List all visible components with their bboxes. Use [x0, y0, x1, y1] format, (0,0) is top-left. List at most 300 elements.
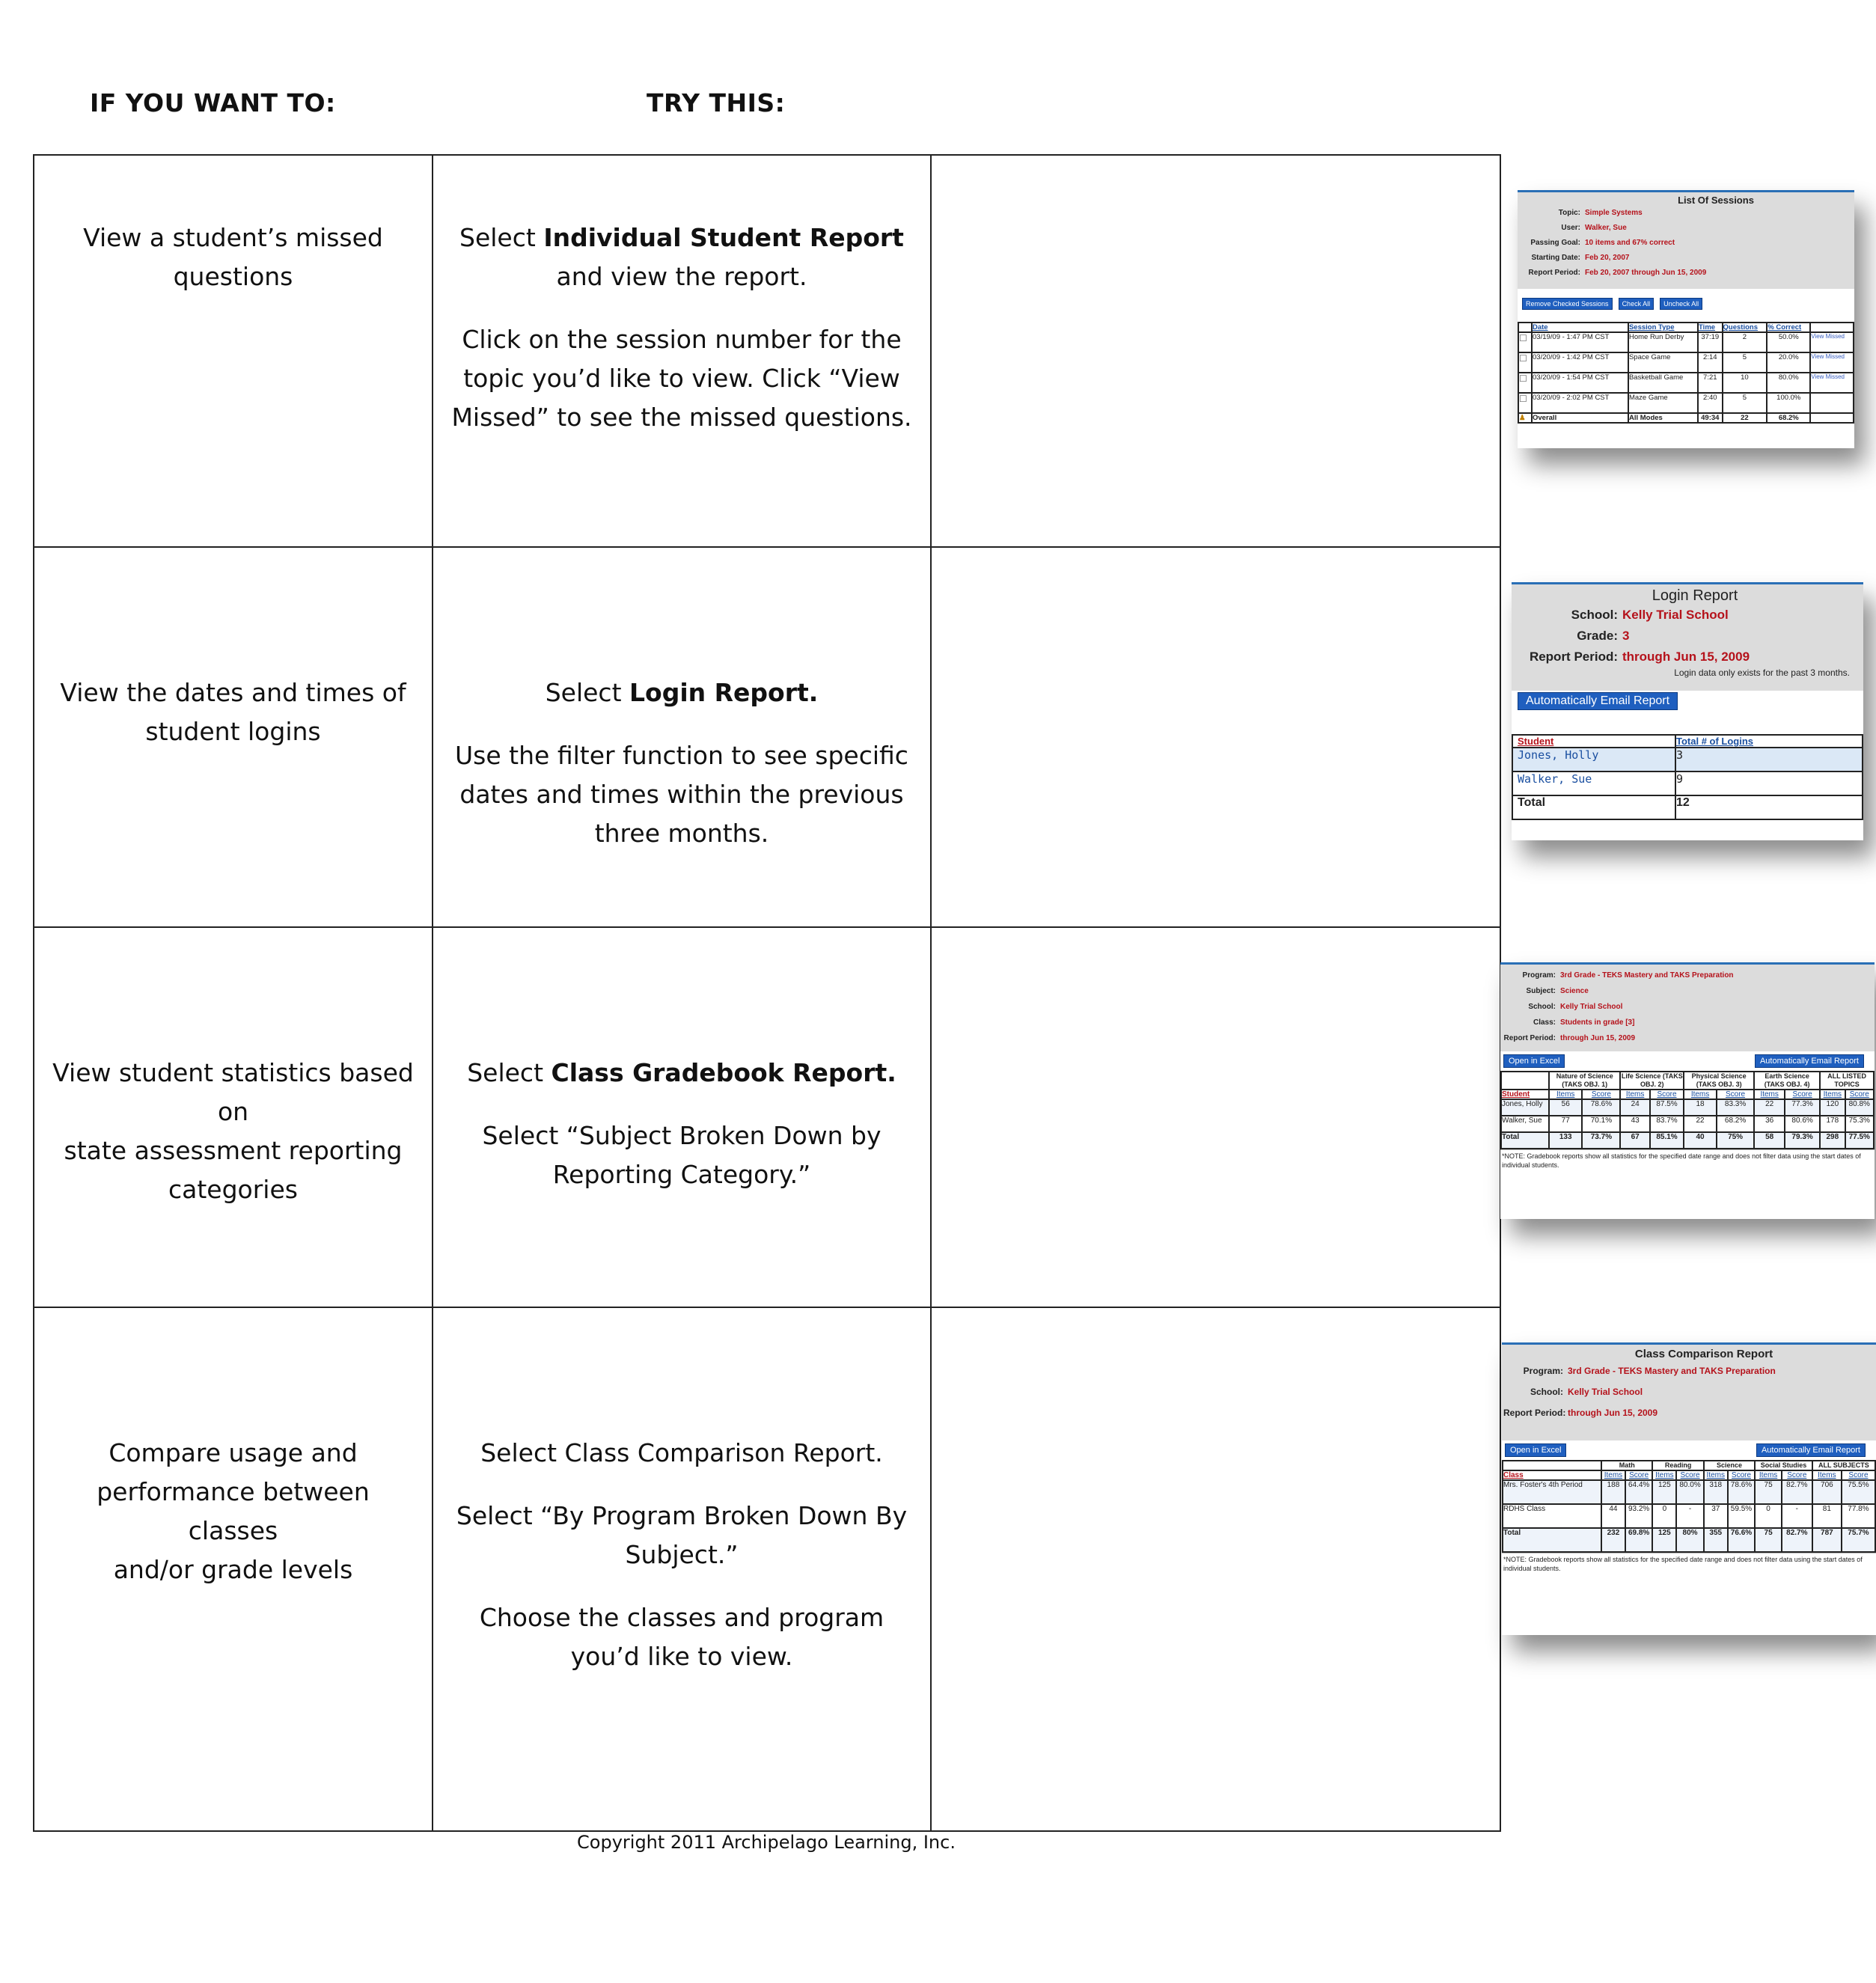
- field-label: School:: [1528, 1003, 1556, 1011]
- screenshot-cell: [931, 927, 1870, 1307]
- field-label: Class:: [1533, 1018, 1556, 1027]
- report-title: Class Comparison Report: [1634, 1348, 1773, 1360]
- table-cell: 0: [1652, 1504, 1676, 1528]
- instruction-paragraph: [433, 1497, 930, 1574]
- table-cell: 78.6%: [1728, 1480, 1756, 1504]
- instruction-text: and view the report.: [556, 262, 807, 291]
- action-button[interactable]: Remove Checked Sessions: [1522, 298, 1613, 310]
- login-count: 9: [1675, 771, 1863, 795]
- field-row: [1515, 626, 1860, 647]
- report-header: [1502, 1345, 1876, 1440]
- table-cell: 20.0%: [1767, 352, 1810, 373]
- column-header[interactable]: Score: [1785, 1090, 1820, 1099]
- table-cell: 82.7%: [1782, 1480, 1812, 1504]
- instruction-text: Select: [459, 223, 544, 252]
- want-text: [34, 928, 432, 1209]
- view-missed-link[interactable]: View Missed: [1810, 373, 1854, 393]
- table-cell: 133: [1549, 1132, 1582, 1149]
- field-label: Subject:: [1526, 987, 1556, 995]
- group-header: Nature of Science (TAKS OBJ. 1): [1549, 1072, 1620, 1090]
- field-value: Feb 20, 2007: [1585, 254, 1630, 262]
- field-row: [1502, 1015, 1873, 1030]
- table-cell: 10: [1723, 373, 1767, 393]
- table-cell: 40: [1684, 1132, 1717, 1149]
- column-header[interactable]: Items: [1754, 1090, 1785, 1099]
- field-label: Report Period:: [1529, 650, 1618, 664]
- table-cell: 18: [1684, 1099, 1717, 1116]
- table-cell: 76.6%: [1728, 1528, 1756, 1552]
- report-header: [1500, 965, 1875, 1051]
- table-row: [34, 927, 1500, 1307]
- instruction-text: Select: [545, 678, 629, 707]
- table-cell: 22: [1754, 1099, 1785, 1116]
- table-row: [1512, 748, 1863, 771]
- table-cell: 58: [1754, 1132, 1785, 1149]
- row-label: Mrs. Foster's 4th Period: [1503, 1480, 1601, 1504]
- column-header[interactable]: Score: [1650, 1090, 1684, 1099]
- want-cell: [34, 927, 433, 1307]
- table-cell: 232: [1601, 1528, 1625, 1552]
- blank-cell: [1503, 1461, 1601, 1470]
- table-cell: 80.0%: [1676, 1480, 1704, 1504]
- checkbox[interactable]: ☐: [1518, 373, 1532, 393]
- table-cell: 5: [1723, 393, 1767, 413]
- field-value: 10 items and 67% correct: [1585, 239, 1675, 247]
- table-cell: 125: [1652, 1480, 1676, 1504]
- table-row: [1503, 1480, 1875, 1504]
- want-text: [34, 548, 432, 751]
- table-cell: 706: [1812, 1480, 1842, 1504]
- report-name: Login Report.: [629, 678, 819, 707]
- report-name: Individual Student Report: [543, 223, 904, 252]
- field-value: Kelly Trial School: [1560, 1003, 1623, 1011]
- table-cell: 355: [1704, 1528, 1728, 1552]
- table-cell: 64.4%: [1625, 1480, 1653, 1504]
- group-header: Science: [1704, 1461, 1755, 1470]
- table-cell: 24: [1620, 1099, 1649, 1116]
- auto-email-button[interactable]: Automatically Email Report: [1518, 692, 1678, 710]
- field-label: Report Period:: [1503, 1408, 1566, 1418]
- table-cell: Space Game: [1628, 352, 1698, 373]
- table-row: [1501, 1116, 1874, 1132]
- table-cell: 70.1%: [1582, 1116, 1620, 1132]
- button-row: [1518, 289, 1854, 317]
- column-header[interactable]: % Correct: [1767, 323, 1810, 332]
- try-text: [433, 928, 930, 1194]
- field-value: Simple Systems: [1585, 209, 1643, 217]
- try-cell: [433, 547, 931, 927]
- row-label: Total: [1503, 1528, 1601, 1552]
- table-header: [1512, 735, 1863, 748]
- group-header: Physical Science (TAKS OBJ. 3): [1684, 1072, 1754, 1090]
- table-cell: 75.5%: [1842, 1480, 1875, 1504]
- column-header[interactable]: Items: [1755, 1470, 1782, 1480]
- table-cell: 75%: [1717, 1132, 1754, 1149]
- total-row: [1512, 795, 1863, 819]
- want-line: state assessment reporting: [64, 1136, 403, 1165]
- field-label: Program:: [1522, 971, 1556, 980]
- open-in-excel-button[interactable]: Open in Excel: [1505, 1443, 1566, 1457]
- report-table: [1500, 1071, 1875, 1149]
- column-header[interactable]: Score: [1582, 1090, 1620, 1099]
- column-header[interactable]: Score: [1717, 1090, 1754, 1099]
- table-cell: 79.3%: [1785, 1132, 1820, 1149]
- report-header: [1512, 584, 1863, 691]
- header-want: IF YOU WANT TO:: [90, 88, 336, 117]
- report-header: [1518, 192, 1854, 289]
- table-cell: Basketball Game: [1628, 373, 1698, 393]
- column-header[interactable]: Questions: [1723, 323, 1767, 332]
- table-cell: 75: [1755, 1480, 1782, 1504]
- row-label: Total: [1501, 1132, 1549, 1149]
- column-header[interactable]: Items: [1820, 1090, 1845, 1099]
- table-cell: 77.5%: [1845, 1132, 1874, 1149]
- try-text: [433, 156, 930, 437]
- field-row: [1521, 266, 1851, 281]
- table-cell: 49:34: [1698, 413, 1722, 423]
- checkbox[interactable]: ☐: [1518, 352, 1532, 373]
- field-value: 3: [1622, 629, 1630, 643]
- report-table: [1502, 1460, 1876, 1553]
- column-header[interactable]: Items: [1812, 1470, 1842, 1480]
- table-cell: 100.0%: [1767, 393, 1810, 413]
- student-link[interactable]: Walker, Sue: [1512, 771, 1675, 795]
- sub-header-row: [1503, 1470, 1875, 1480]
- screenshot-cell: [931, 547, 1850, 927]
- checkbox-col: [1518, 323, 1532, 332]
- field-row: [1521, 206, 1851, 221]
- instruction-paragraph: [433, 1598, 930, 1676]
- want-cell: [34, 1307, 433, 1831]
- table-cell: 7:21: [1698, 373, 1722, 393]
- copyright-footer: Copyright 2011 Archipelago Learning, Inc.: [577, 1832, 956, 1853]
- field-value: Feb 20, 2007 through Jun 15, 2009: [1585, 269, 1707, 277]
- table-cell: 44: [1601, 1504, 1625, 1528]
- total-row: [1503, 1528, 1875, 1552]
- screenshot-cell: [931, 1307, 1869, 1831]
- table-row: [1503, 1504, 1875, 1528]
- row-label: Walker, Sue: [1501, 1116, 1549, 1132]
- table-cell: 37: [1704, 1504, 1728, 1528]
- table-cell: 03/20/09 - 1:42 PM CST: [1532, 352, 1628, 373]
- gradebook-note: *NOTE: Gradebook reports show all statistics for the specified date range and does not filter data using the start dates of individual students.: [1500, 1149, 1875, 1171]
- table-cell: 85.1%: [1650, 1132, 1684, 1149]
- group-header-row: [1503, 1461, 1875, 1470]
- action-button[interactable]: Uncheck All: [1660, 298, 1702, 310]
- table-row: [1501, 1099, 1874, 1116]
- field-row: [1521, 251, 1851, 266]
- instruction-text: Select: [467, 1058, 552, 1087]
- column-header[interactable]: Items: [1549, 1090, 1582, 1099]
- instruction-text: Choose the classes and program you’d like to view.: [479, 1603, 884, 1671]
- table-cell: 318: [1704, 1480, 1728, 1504]
- report-title: List Of Sessions: [1678, 195, 1754, 206]
- table-cell: 03/20/09 - 1:54 PM CST: [1532, 373, 1628, 393]
- checkbox[interactable]: ☐: [1518, 332, 1532, 352]
- field-row: [1503, 1402, 1875, 1423]
- view-missed-link[interactable]: View Missed: [1810, 332, 1854, 352]
- field-label: School:: [1571, 608, 1618, 622]
- table-cell: 03/20/09 - 2:02 PM CST: [1532, 393, 1628, 413]
- table-cell: 77.3%: [1785, 1099, 1820, 1116]
- group-header: Math: [1601, 1461, 1652, 1470]
- want-cell: [34, 547, 433, 927]
- column-header[interactable]: Items: [1620, 1090, 1649, 1099]
- field-label: Report Period:: [1528, 269, 1580, 277]
- instruction-text: Select “By Program Broken Down By Subject.”: [456, 1501, 908, 1569]
- table-header: [1518, 323, 1854, 332]
- report-name: Class Gradebook Report.: [551, 1058, 896, 1087]
- table-cell: 2:40: [1698, 393, 1722, 413]
- total-label: Total: [1512, 795, 1675, 819]
- table-cell: 68.2%: [1717, 1116, 1754, 1132]
- want-line: View the dates and times of: [60, 678, 406, 707]
- field-row: [1515, 647, 1860, 667]
- column-header[interactable]: Score: [1842, 1470, 1875, 1480]
- table-cell: 120: [1820, 1099, 1845, 1116]
- table-cell: 68.2%: [1767, 413, 1810, 423]
- instruction-text: Use the filter function to see specific dates and times within the previous three months.: [455, 741, 908, 848]
- try-cell: [433, 1307, 931, 1831]
- login-note: Login data only exists for the past 3 months.: [1674, 667, 1850, 678]
- table-cell: 43: [1620, 1116, 1649, 1132]
- field-row: [1521, 221, 1851, 236]
- table-cell: 81: [1812, 1504, 1842, 1528]
- table-cell: 93.2%: [1625, 1504, 1653, 1528]
- button-row: [1500, 1051, 1875, 1071]
- table-cell: 75.7%: [1842, 1528, 1875, 1552]
- table-cell: 178: [1820, 1116, 1845, 1132]
- field-value: through Jun 15, 2009: [1560, 1034, 1636, 1042]
- table-cell: 5: [1723, 352, 1767, 373]
- overall-icon: ♟: [1518, 413, 1532, 423]
- screenshot-cell: [931, 155, 1845, 547]
- field-value: Walker, Sue: [1585, 224, 1627, 232]
- table-cell: 87.5%: [1650, 1099, 1684, 1116]
- table-cell: 125: [1652, 1528, 1676, 1552]
- table-cell: 37:19: [1698, 332, 1722, 352]
- open-in-excel-button[interactable]: Open in Excel: [1503, 1054, 1565, 1068]
- table-cell: 80%: [1676, 1528, 1704, 1552]
- instruction-paragraph: [433, 673, 930, 712]
- field-value: 3rd Grade - TEKS Mastery and TAKS Preparation: [1568, 1366, 1776, 1376]
- column-header[interactable]: Date: [1532, 323, 1628, 332]
- table-cell: Home Run Derby: [1628, 332, 1698, 352]
- table-cell: 69.8%: [1625, 1528, 1653, 1552]
- table-row: [1518, 332, 1854, 352]
- try-cell: [433, 155, 931, 547]
- field-row: [1502, 968, 1873, 983]
- table-cell: 2: [1723, 332, 1767, 352]
- group-header: Reading: [1652, 1461, 1703, 1470]
- group-header-row: [1501, 1072, 1874, 1090]
- field-label: User:: [1561, 224, 1580, 232]
- instruction-paragraph: [433, 320, 930, 437]
- class-comparison-screenshot: [1502, 1342, 1876, 1635]
- action-button[interactable]: Check All: [1619, 298, 1655, 310]
- want-line: performance between classes: [97, 1477, 370, 1545]
- table-cell: 36: [1754, 1116, 1785, 1132]
- table-cell: 298: [1820, 1132, 1845, 1149]
- auto-email-button[interactable]: Automatically Email Report: [1755, 1054, 1864, 1068]
- column-header[interactable]: Items: [1601, 1470, 1625, 1480]
- instruction-text: Select “Subject Broken Down by Reporting Category.”: [482, 1121, 882, 1189]
- field-value: Kelly Trial School: [1622, 608, 1729, 622]
- table-row: [1518, 373, 1854, 393]
- table-cell: Overall: [1532, 413, 1628, 423]
- instruction-text: Select Class Comparison Report.: [480, 1438, 883, 1467]
- instruction-paragraph: [433, 1054, 930, 1093]
- login-table: [1512, 734, 1863, 820]
- sub-header-row: [1501, 1090, 1874, 1099]
- want-cell: [34, 155, 433, 547]
- table-cell: 22: [1684, 1116, 1717, 1132]
- table-cell: 75: [1755, 1528, 1782, 1552]
- guide-table: [33, 154, 1870, 1832]
- table-cell: -: [1676, 1504, 1704, 1528]
- column-header[interactable]: Session Type: [1628, 323, 1698, 332]
- table-cell: 83.3%: [1717, 1099, 1754, 1116]
- table-cell: 03/19/09 - 1:47 PM CST: [1532, 332, 1628, 352]
- table-cell: 0: [1755, 1504, 1782, 1528]
- table-row: [34, 547, 1500, 927]
- field-label: Passing Goal:: [1530, 239, 1580, 247]
- field-row: [1515, 605, 1860, 626]
- group-header: ALL LISTED TOPICS: [1820, 1072, 1874, 1090]
- field-value: through Jun 15, 2009: [1622, 650, 1750, 664]
- column-header[interactable]: Score: [1782, 1470, 1812, 1480]
- field-row: [1502, 999, 1873, 1015]
- table-row: [1518, 352, 1854, 373]
- try-text: [433, 1308, 930, 1676]
- column-header[interactable]: Student: [1512, 735, 1675, 748]
- table-cell: 80.0%: [1767, 373, 1810, 393]
- field-row: [1503, 1360, 1875, 1381]
- instruction-text: Click on the session number for the topic you’d like to view. Click “View Missed” to see the missed questions.: [451, 325, 912, 432]
- button-row: [1502, 1440, 1876, 1460]
- field-label: School:: [1530, 1387, 1563, 1397]
- want-line: and/or grade levels: [113, 1555, 353, 1584]
- column-header[interactable]: Score: [1625, 1470, 1653, 1480]
- table-cell: 56: [1549, 1099, 1582, 1116]
- column-header[interactable]: Class: [1503, 1470, 1601, 1480]
- login-count: 3: [1675, 748, 1863, 771]
- instruction-paragraph: [433, 219, 930, 296]
- column-header[interactable]: Total # of Logins: [1675, 735, 1863, 748]
- group-header: Earth Science (TAKS OBJ. 4): [1754, 1072, 1820, 1090]
- table-row: [34, 1307, 1500, 1831]
- sessions-table: [1518, 322, 1854, 424]
- table-cell: 80.6%: [1785, 1116, 1820, 1132]
- overall-row: [1518, 413, 1854, 423]
- table-cell: 82.7%: [1782, 1528, 1812, 1552]
- table-cell: 2:14: [1698, 352, 1722, 373]
- field-row: [1502, 983, 1873, 999]
- field-value: Science: [1560, 987, 1589, 995]
- want-text: [34, 156, 432, 296]
- field-label: Topic:: [1558, 209, 1580, 217]
- table-cell: 67: [1620, 1132, 1649, 1149]
- table-cell: 83.7%: [1650, 1116, 1684, 1132]
- table-cell: All Modes: [1628, 413, 1698, 423]
- want-line: View student statistics based on: [52, 1058, 414, 1126]
- table-cell: 59.5%: [1728, 1504, 1756, 1528]
- gradebook-screenshot: [1500, 962, 1875, 1219]
- view-missed-link: [1810, 393, 1854, 413]
- want-line: View a student’s missed: [83, 223, 383, 252]
- view-missed-link[interactable]: View Missed: [1810, 352, 1854, 373]
- column-header[interactable]: Items: [1684, 1090, 1717, 1099]
- table-row: [1518, 393, 1854, 413]
- table-row: [1512, 771, 1863, 795]
- gradebook-note: *NOTE: Gradebook reports show all statistics for the specified date range and does not filter data using the start dates of individual students.: [1502, 1553, 1876, 1574]
- field-value: through Jun 15, 2009: [1568, 1408, 1658, 1418]
- field-label: Grade:: [1577, 629, 1618, 643]
- auto-email-button[interactable]: Automatically Email Report: [1756, 1443, 1866, 1457]
- table-cell: 50.0%: [1767, 332, 1810, 352]
- table-cell: Maze Game: [1628, 393, 1698, 413]
- group-header: ALL SUBJECTS: [1812, 1461, 1875, 1470]
- field-label: Starting Date:: [1531, 254, 1580, 262]
- table-cell: 787: [1812, 1528, 1842, 1552]
- instruction-paragraph: [433, 1434, 930, 1473]
- table-cell: 77.8%: [1842, 1504, 1875, 1528]
- column-header[interactable]: Score: [1676, 1470, 1704, 1480]
- want-line: Compare usage and: [109, 1438, 358, 1467]
- list-of-sessions-screenshot: [1518, 190, 1854, 448]
- table-cell: [1810, 413, 1854, 423]
- column-header[interactable]: Items: [1704, 1470, 1728, 1480]
- column-header[interactable]: Score: [1845, 1090, 1874, 1099]
- login-report-screenshot: [1512, 582, 1863, 840]
- report-title: Login Report: [1652, 587, 1738, 604]
- blank-cell: [1501, 1072, 1549, 1090]
- field-label: Program:: [1523, 1366, 1563, 1376]
- table-cell: -: [1782, 1504, 1812, 1528]
- table-cell: 78.6%: [1582, 1099, 1620, 1116]
- column-header[interactable]: Time: [1698, 323, 1722, 332]
- total-row: [1501, 1132, 1874, 1149]
- try-cell: [433, 927, 931, 1307]
- total-value: 12: [1675, 795, 1863, 819]
- field-value: Students in grade [3]: [1560, 1018, 1635, 1027]
- field-row: [1503, 1381, 1875, 1402]
- want-line: categories: [168, 1175, 298, 1204]
- checkbox[interactable]: ☐: [1518, 393, 1532, 413]
- group-header: Life Science (TAKS OBJ. 2): [1621, 1072, 1683, 1088]
- table-cell: 77: [1549, 1116, 1582, 1132]
- instruction-paragraph: [433, 736, 930, 853]
- table-cell: 80.8%: [1845, 1099, 1874, 1116]
- want-line: questions: [173, 262, 293, 291]
- try-text: [433, 548, 930, 853]
- student-link[interactable]: Jones, Holly: [1512, 748, 1675, 771]
- row-label: Jones, Holly: [1501, 1099, 1549, 1116]
- want-line: student logins: [145, 717, 321, 746]
- table-cell: 188: [1601, 1480, 1625, 1504]
- field-label: Report Period:: [1503, 1034, 1556, 1042]
- column-header[interactable]: Score: [1728, 1470, 1756, 1480]
- table-cell: 22: [1723, 413, 1767, 423]
- want-text: [34, 1308, 432, 1589]
- field-row: [1502, 1030, 1873, 1046]
- field-value: 3rd Grade - TEKS Mastery and TAKS Preparation: [1560, 971, 1734, 980]
- column-header[interactable]: Student: [1501, 1090, 1549, 1099]
- header-try: TRY THIS:: [647, 88, 786, 117]
- field-row: [1521, 236, 1851, 251]
- column-header[interactable]: Items: [1652, 1470, 1676, 1480]
- table-cell: 75.3%: [1845, 1116, 1874, 1132]
